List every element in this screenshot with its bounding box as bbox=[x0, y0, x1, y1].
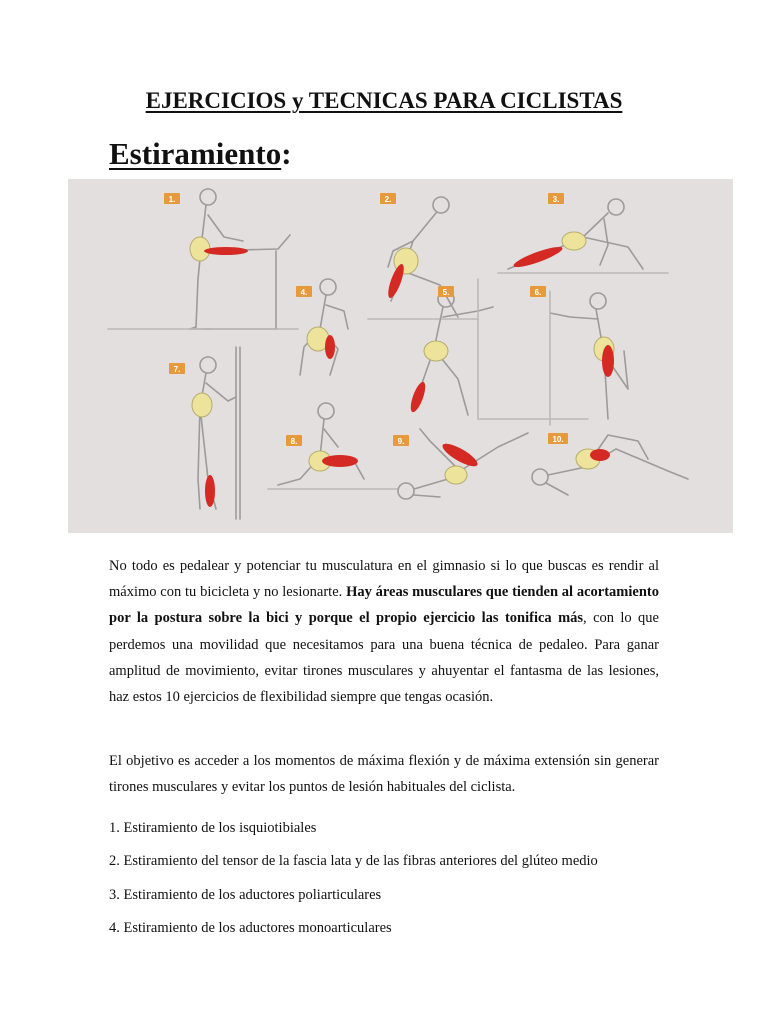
stretching-exercises-illustration bbox=[68, 179, 733, 533]
section-heading-colon: : bbox=[281, 136, 292, 171]
highlighted-muscles bbox=[204, 243, 614, 507]
exercise-badge-3-label: 3. bbox=[552, 195, 560, 204]
document-title-text: EJERCICIOS y TECNICAS PARA CICLISTAS bbox=[145, 88, 623, 113]
exercise-list-item-3: 3. Estiramiento de los aductores poliarticulares bbox=[109, 887, 382, 903]
exercise-badge-1-label: 1. bbox=[168, 195, 176, 204]
exercise-number-badges bbox=[164, 193, 568, 446]
section-heading-text: Estiramiento bbox=[109, 136, 282, 171]
intro-paragraph-bold: Hay áreas musculares que tienden al acortamiento por la postura sobre la bici y porque el propio ejercicio las tonifica más bbox=[109, 584, 659, 627]
exercise-badge-8-label: 8. bbox=[290, 437, 298, 446]
exercise-badge-4-label: 4. bbox=[300, 288, 308, 297]
exercise-6-figure bbox=[550, 291, 628, 425]
exercise-badge-8 bbox=[286, 435, 302, 446]
intro-paragraph-part1: No todo es pedalear y potenciar tu musculatura en el gimnasio si lo que buscas es rendir al máximo con tu bicicleta y no lesionarte. bbox=[109, 558, 659, 601]
section-heading bbox=[109, 132, 292, 176]
exercise-badge-2 bbox=[380, 193, 396, 204]
exercise-badge-1 bbox=[164, 193, 180, 204]
exercise-badge-4 bbox=[296, 286, 312, 297]
exercise-badge-9-label: 9. bbox=[397, 437, 405, 446]
stretching-figures bbox=[68, 179, 733, 533]
document-title bbox=[0, 84, 768, 118]
exercise-badge-6 bbox=[530, 286, 546, 297]
exercise-badge-3 bbox=[548, 193, 564, 204]
exercise-badge-10-label: 10. bbox=[552, 435, 564, 444]
exercise-badge-10 bbox=[548, 433, 568, 444]
exercise-2-figure bbox=[368, 197, 478, 319]
objective-paragraph: El objetivo es acceder a los momentos de máxima flexión y de máxima extensión sin generar tirones musculares y evitar los puntos de lesión habituales del ciclista. bbox=[109, 753, 659, 796]
exercise-badge-7 bbox=[169, 363, 185, 374]
exercise-badge-5-label: 5. bbox=[442, 288, 450, 297]
exercise-9-figure bbox=[398, 429, 528, 499]
exercise-7-figure bbox=[198, 347, 240, 519]
intro-paragraph-part2: , con lo que perdemos una movilidad que necesitamos para una buena técnica de pedaleo. Para ganar amplitud de movimiento, evitar tirones musculares y ahuyentar el fantasma de las lesiones, haz estos 10 ejercicios de flexibilidad siempre que tengas ocasión. bbox=[109, 610, 659, 706]
intro-paragraph bbox=[109, 553, 659, 710]
exercise-list-item-4: 4. Estiramiento de los aductores monoarticulares bbox=[109, 920, 392, 936]
exercise-badge-2-label: 2. bbox=[384, 195, 392, 204]
exercise-badge-6-label: 6. bbox=[534, 288, 542, 297]
exercise-badge-9 bbox=[393, 435, 409, 446]
exercise-list-item-2: 2. Estiramiento del tensor de la fascia lata y de las fibras anteriores del glúteo medio bbox=[109, 853, 598, 869]
exercise-list-item-1: 1. Estiramiento de los isquiotibiales bbox=[109, 820, 317, 836]
exercise-badge-5 bbox=[438, 286, 454, 297]
exercise-badge-7-label: 7. bbox=[173, 365, 181, 374]
